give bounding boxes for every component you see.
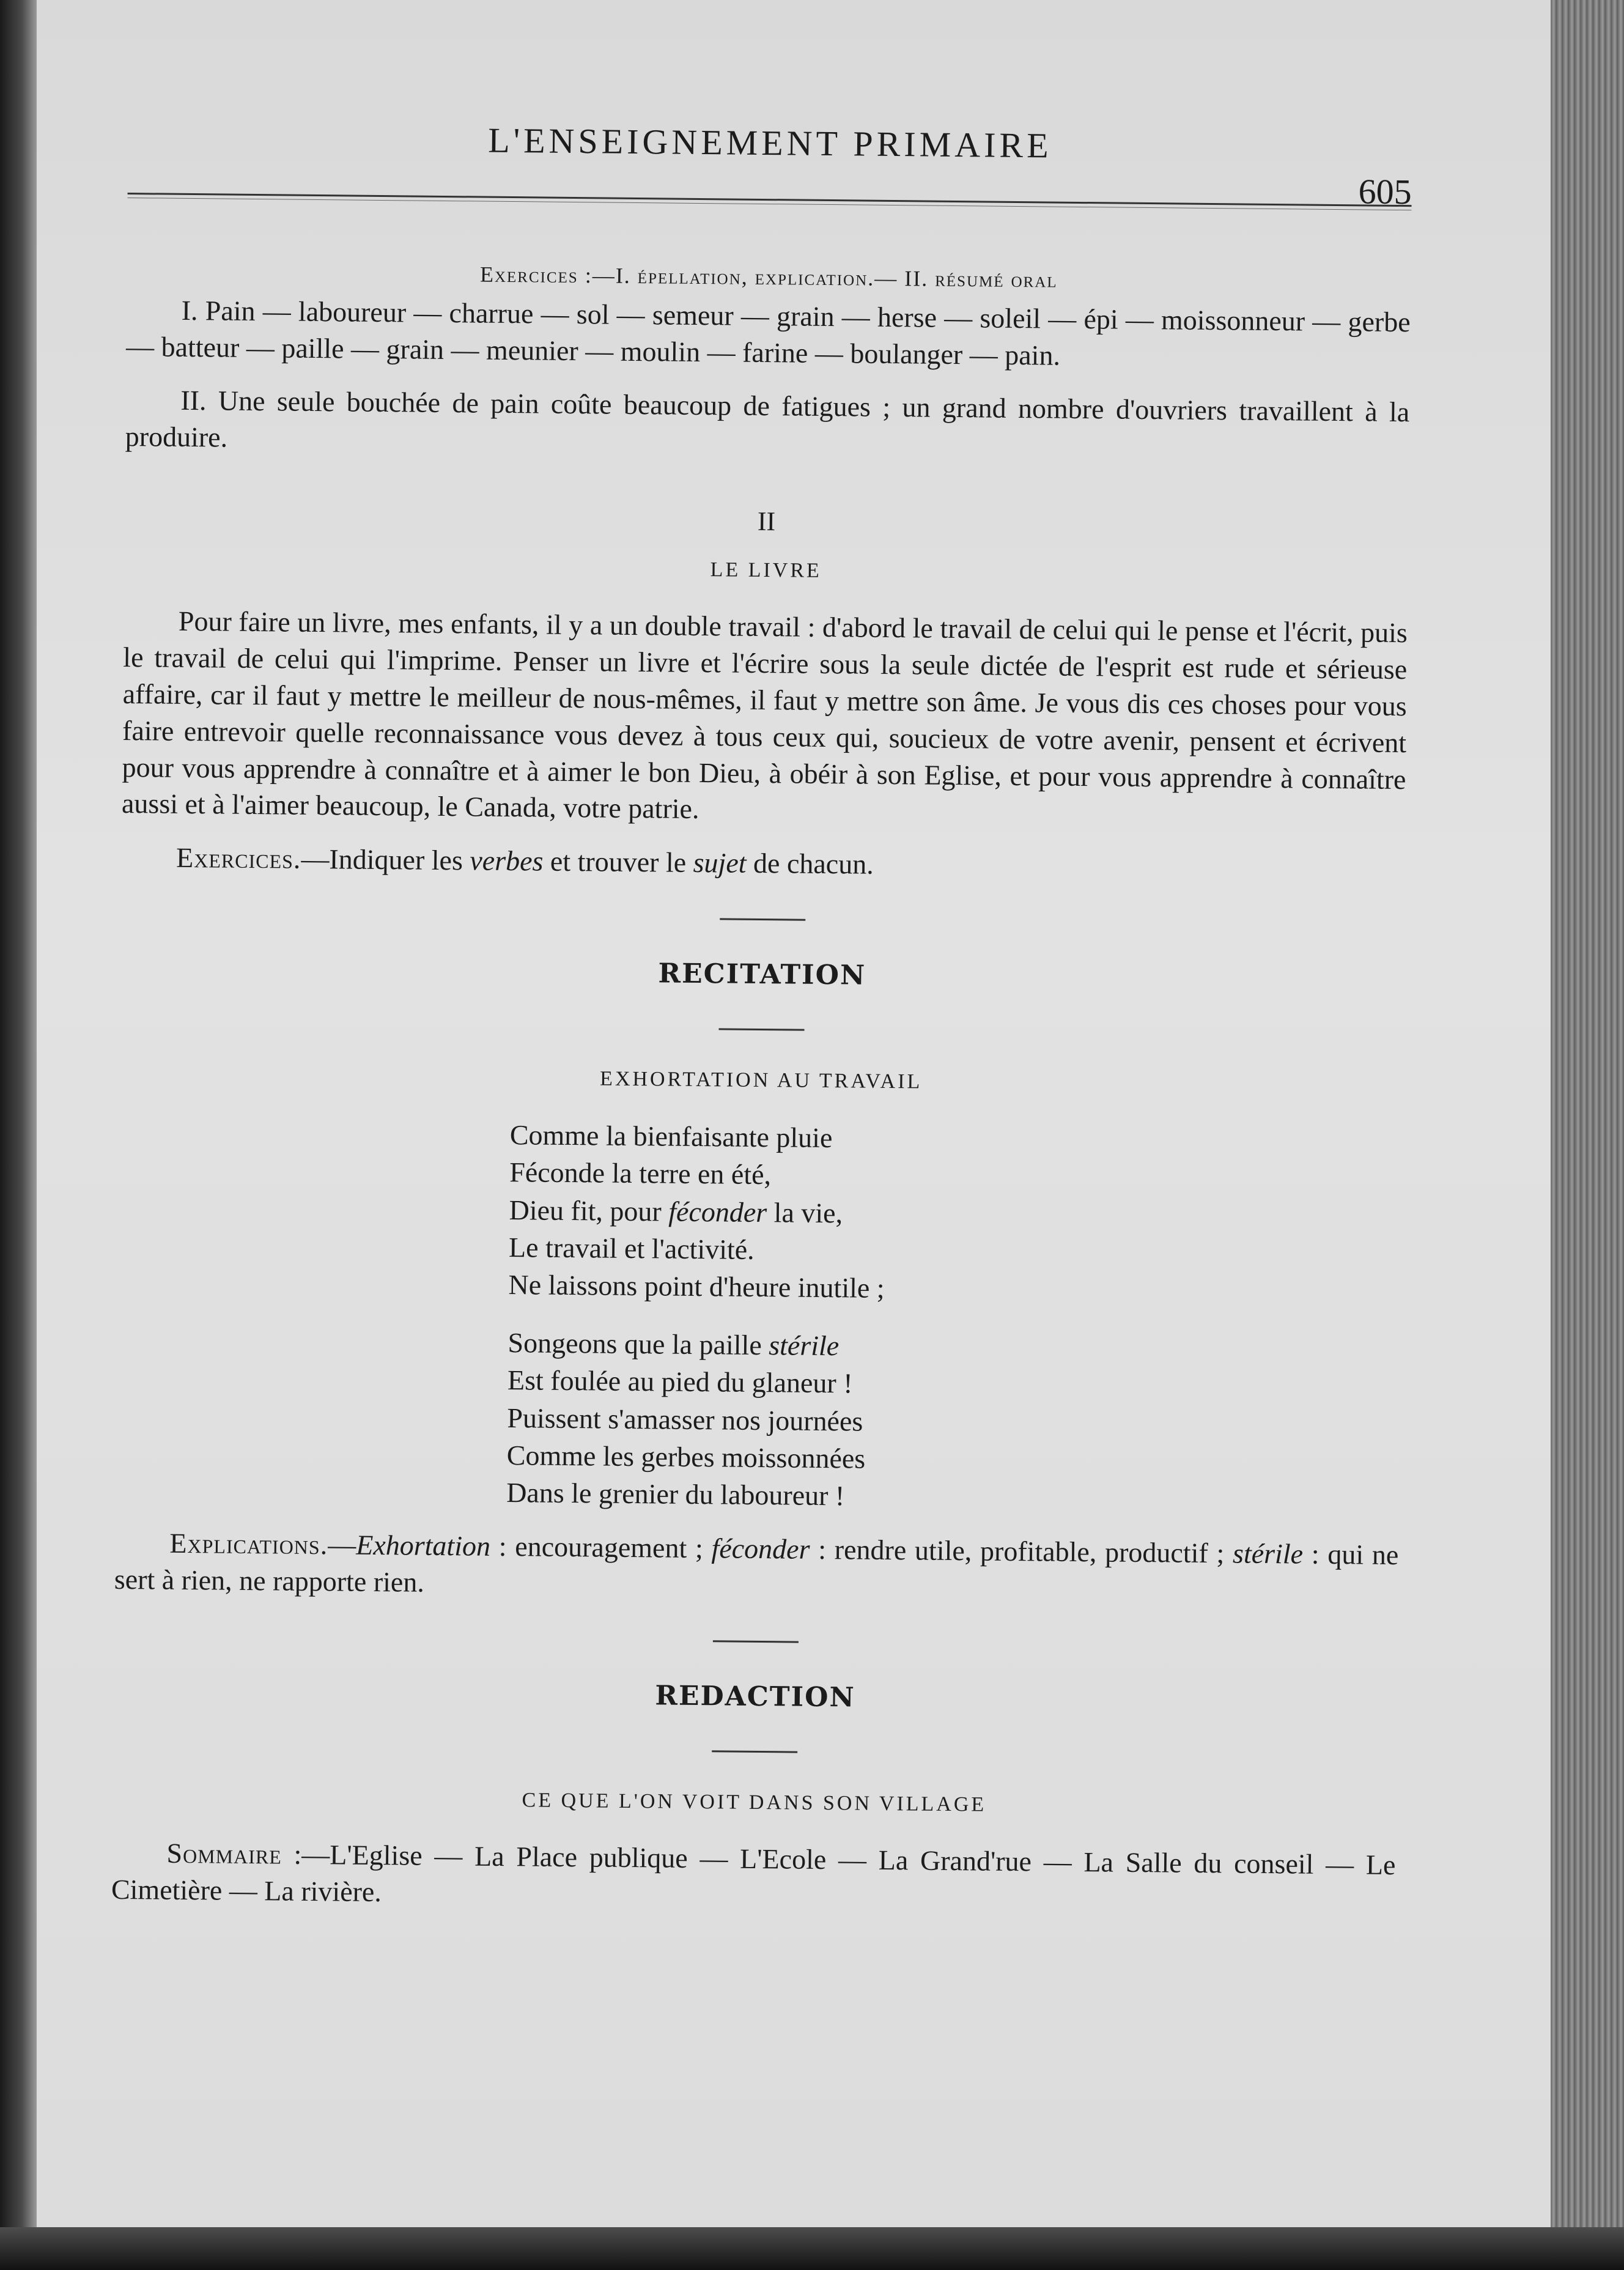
exercise-label: Exercices. (175, 841, 301, 874)
exercise-text: et trouver le (543, 845, 693, 879)
poem-line: Le travail et l'activité. (508, 1231, 755, 1265)
poem-line: Comme les gerbes moissonnées (506, 1439, 866, 1474)
exercise-word-list: I. Pain — laboureur — charrue — sol — semeur — grain — herse — soleil — épi — moissonneur — gerbe — batteur — paille — grain — meunier — moulin — farine — boulanger — pain. (125, 294, 1411, 371)
poem-line: Dans le grenier du laboureur ! (506, 1476, 845, 1512)
poem-line: Féconde la terre en été, (509, 1156, 772, 1191)
poem-text: la vie, (766, 1196, 843, 1229)
book-page (37, 0, 1551, 2227)
expl-italic: féconder (711, 1532, 810, 1565)
scan-bottom-edge (0, 2227, 1624, 2270)
poem-italic: stérile (769, 1329, 840, 1362)
expl-text: : encouragement ; (490, 1530, 712, 1564)
poem-text: Songeons que la paille (508, 1327, 769, 1361)
poem-line: Comme la bienfaisante pluie (509, 1119, 833, 1154)
poem-line: Est foulée au pied du glaneur ! (507, 1364, 853, 1399)
poem-title: EXHORTATION AU TRAVAIL (599, 1067, 923, 1093)
exercise-text: de chacun. (746, 847, 874, 880)
summary-label: Sommaire (166, 1837, 282, 1870)
page-body (111, 257, 1411, 1920)
expl-text: — (328, 1529, 356, 1561)
redaction-title: REDACTION (655, 1680, 855, 1714)
page-content (111, 104, 1412, 1907)
section-divider (719, 1028, 805, 1030)
summary-text: :—L'Eglise — La Place publique — L'Ecole — La Grand'rue — La Salle du conseil — Le Cimetière — La rivière. (111, 1838, 1396, 1907)
section-divider (713, 1640, 799, 1643)
exercise-italic: sujet (693, 847, 747, 879)
book-left-edge (0, 0, 37, 2270)
poem-italic: féconder (668, 1196, 767, 1228)
running-head (128, 104, 1412, 212)
section-divider (712, 1750, 797, 1753)
poem-text: Dieu fit, pour (509, 1194, 669, 1227)
redaction-summary (111, 1835, 1396, 1920)
exercise-heading: Exercices :—I. épellation, explication.— II. résumé oral (479, 262, 1058, 292)
expl-italic: stérile (1232, 1537, 1304, 1570)
le-livre-paragraph: Pour faire un livre, mes enfants, il y a un double travail : d'abord le travail de celui qui le pense et l'écrit, puis le travail de celui qui l'imprime. Penser un livre et l'écrire sous la seule dictée de l'esprit est rude et sérieuse affaire, car il faut y mettre le meilleur de nous-mêmes, il faut y mettre son âme. Je vous dis ces choses pour vous faire entrevoir quelle reconnaissance vous devez à tous ceux qui, soucieux de votre avenir, pensent et écrivent pour vous apprendre à connaître et à aimer le bon Dieu, à obéir à son Eglise, et pour vous apprendre à connaître aussi et à l'aimer beaucoup, le Canada, votre patrie. (121, 605, 1408, 825)
poem (506, 1116, 1403, 1520)
running-title: L'ENSEIGNEMENT PRIMAIRE (487, 120, 1052, 166)
expl-italic: Exhortation (355, 1529, 491, 1562)
expl-text: : rendre utile, profitable, productif ; (810, 1533, 1233, 1569)
poem-line: Puissent s'amasser nos journées (507, 1402, 863, 1437)
exercise-text: —Indiquer les (301, 843, 470, 876)
section-numeral: II (757, 506, 776, 537)
recitation-title: RECITATION (658, 958, 866, 991)
book-page-edges (1551, 0, 1624, 2270)
exercise-italic: verbes (470, 845, 544, 877)
section-divider (720, 918, 805, 920)
explications-label: Explications. (169, 1527, 328, 1561)
explications-paragraph (114, 1525, 1399, 1610)
redaction-subtitle: CE QUE L'ON VOIT DANS SON VILLAGE (522, 1789, 987, 1816)
section-title-le-livre: LE LIVRE (710, 558, 822, 583)
poem-line: Ne laissons point d'heure inutile ; (508, 1269, 885, 1304)
expl-text: : qui ne sert à rien, ne rapporte rien. (114, 1538, 1399, 1598)
page-number: 605 (1358, 171, 1412, 212)
exercise-oral-summary: II. Une seule bouchée de pain coûte beaucoup de fatigues ; un grand nombre d'ouvriers travaillent à la produire. (125, 385, 1410, 453)
